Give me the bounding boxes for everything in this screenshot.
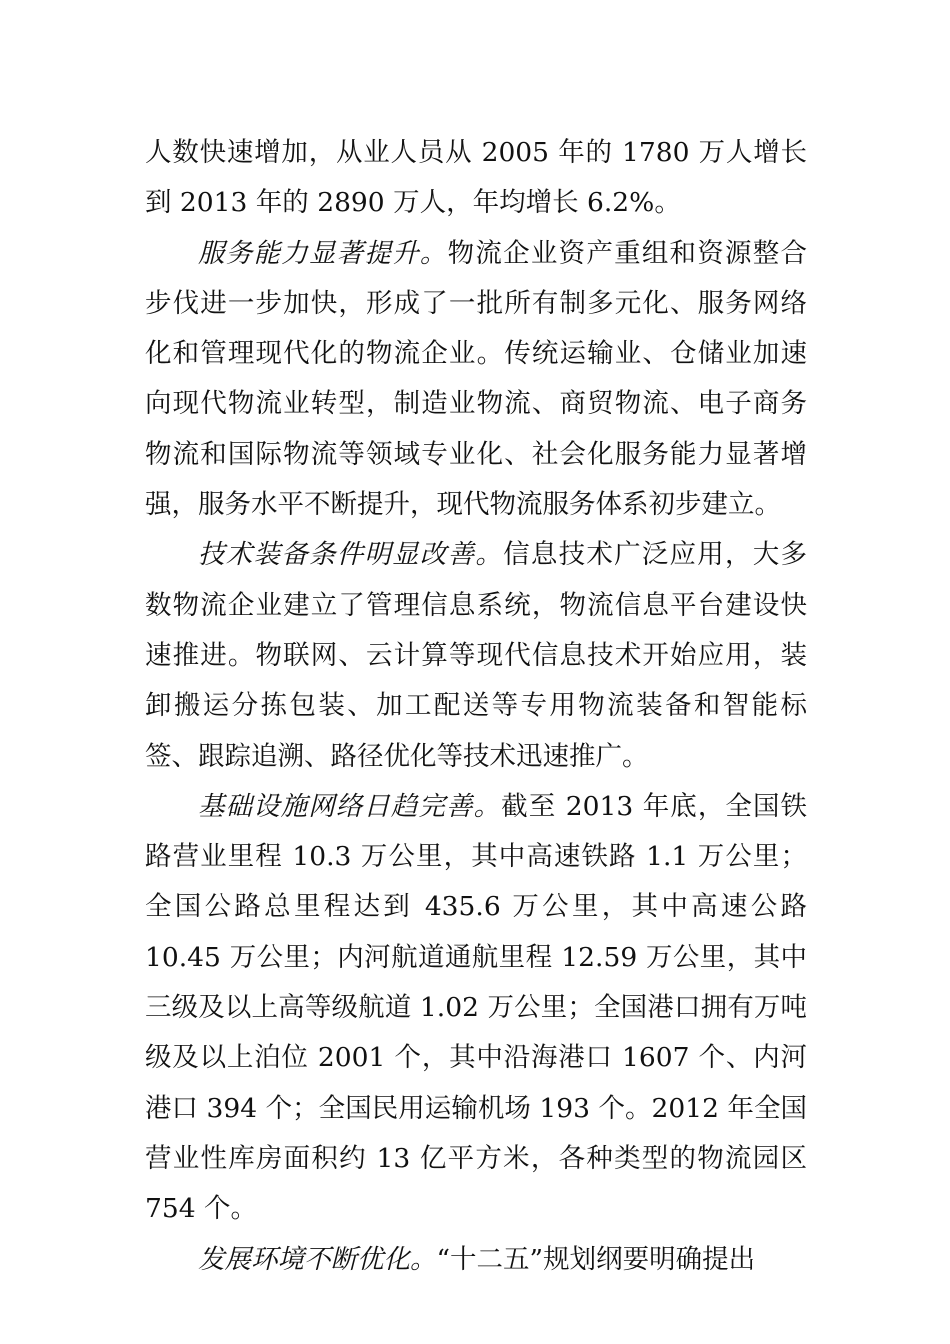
paragraph-text: 截至 2013 年底，全国铁路营业里程 10.3 万公里，其中高速铁路 1.1 万公里；全国公路总里程达到 435.6 万公里，其中高速公路 10.45 万公里；内河航道通航里程 12.59 万公里，其中三级及以上高等级航道 1.02 万公里；全国港口拥有万吨级及以上泊位 2001 个，其中沿海港口 1607 个、内河港口 394 个；全国民用运输机场 193 个。2012 年全国营业性库房面积约 13 亿平方米，各种类型的物流园区 754 个。: [145, 790, 808, 1225]
paragraph-text: 物流企业资产重组和资源整合步伐进一步加快，形成了一批所有制多元化、服务网络化和管理现代化的物流企业。传统运输业、仓储业加速向现代物流业转型，制造业物流、商贸物流、电子商务物流和国际物流等领域专业化、社会化服务能力显著增强，服务水平不断提升，现代物流服务体系初步建立。: [145, 237, 808, 521]
document-body: [145, 128, 807, 1285]
paragraph-lead: 服务能力显著提升。: [198, 237, 448, 269]
paragraph-text: 信息技术广泛应用，大多数物流企业建立了管理信息系统，物流信息平台建设快速推进。物联网、云计算等现代信息技术开始应用，装卸搬运分拣包装、加工配送等专用物流装备和智能标签、跟踪追溯、路径优化等技术迅速推广。: [145, 539, 808, 772]
paragraph-environment: [145, 1235, 807, 1285]
paragraph-infrastructure: [145, 782, 807, 1235]
paragraph-lead: 技术装备条件明显改善。: [198, 539, 504, 571]
paragraph-service-capability: [145, 229, 807, 531]
paragraph-text: “十二五”规划纲要明确提出: [436, 1243, 756, 1275]
paragraph-lead: 基础设施网络日趋完善。: [198, 790, 502, 822]
paragraph-technical-equipment: [145, 530, 807, 781]
paragraph-continuation: [145, 128, 807, 229]
paragraph-lead: 发展环境不断优化。: [198, 1243, 437, 1275]
paragraph-text: 人数快速增加，从业人员从 2005 年的 1780 万人增长到 2013 年的 2890 万人，年均增长 6.2%。: [145, 137, 807, 219]
